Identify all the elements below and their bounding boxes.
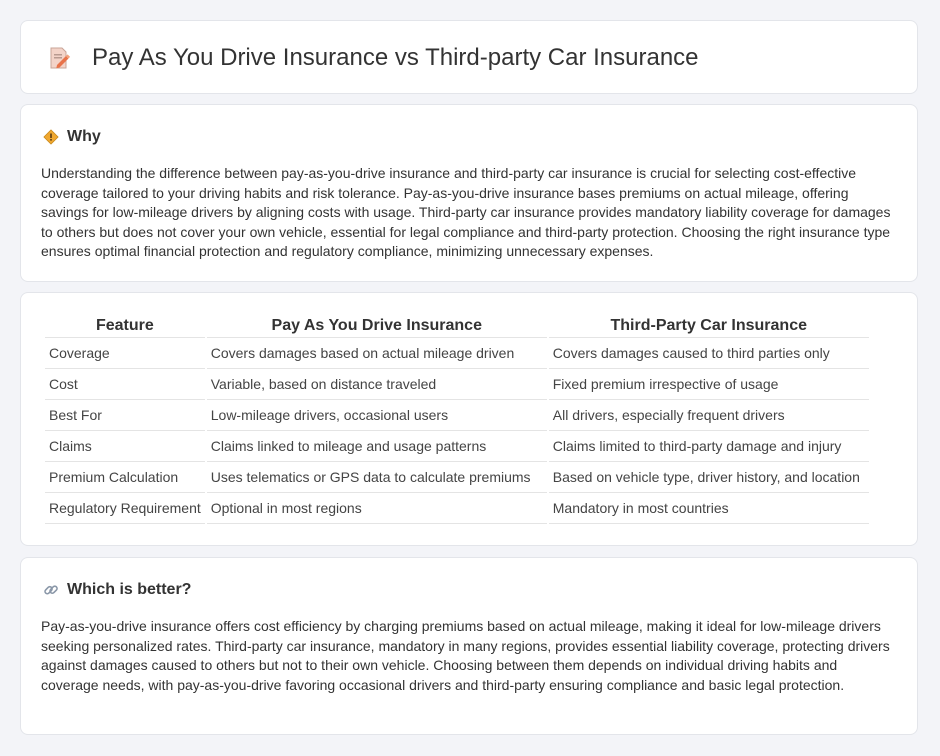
table-row	[45, 462, 869, 493]
table-cell: Covers damages based on actual mileage driven	[207, 338, 547, 369]
table-cell: Regulatory Requirement	[45, 493, 205, 524]
page-title: Pay As You Drive Insurance vs Third-party Car Insurance	[92, 44, 699, 71]
table-header-row	[45, 315, 869, 338]
why-text: Understanding the difference between pay-as-you-drive insurance and third-party car insurance is crucial for selecting cost-effective coverage tailored to your driving habits and risk tolerance. Pay-as-you-drive insurance bases premiums on actual mileage, offering savings for low-mileage drivers by aligning costs with usage. Third-party car insurance provides mandatory liability coverage for damages to others but does not cover your own vehicle, essential for legal compliance and third-party protection. Choosing the right insurance type ensures optimal financial protection and regulatory compliance, minimizing unnecessary expenses.	[41, 165, 891, 260]
table-cell: Claims linked to mileage and usage patterns	[207, 431, 547, 462]
better-heading-row	[43, 580, 191, 600]
table-cell: Best For	[45, 400, 205, 431]
why-heading-row	[43, 127, 101, 147]
why-heading: Why	[67, 128, 101, 145]
table-cell: Coverage	[45, 338, 205, 369]
table-row	[45, 369, 869, 400]
table-row	[45, 431, 869, 462]
table-cell: Fixed premium irrespective of usage	[549, 369, 869, 400]
column-header: Feature	[45, 315, 205, 338]
table-cell: Low-mileage drivers, occasional users	[207, 400, 547, 431]
table-cell: Uses telematics or GPS data to calculate premiums	[207, 462, 547, 493]
title-card	[20, 20, 918, 94]
table-cell: Based on vehicle type, driver history, and location	[549, 462, 869, 493]
warning-sign-icon	[43, 129, 59, 145]
table-cell: Cost	[45, 369, 205, 400]
table-cell: Variable, based on distance traveled	[207, 369, 547, 400]
column-header: Third-Party Car Insurance	[549, 315, 869, 338]
table-cell: Premium Calculation	[45, 462, 205, 493]
better-text: Pay-as-you-drive insurance offers cost efficiency by charging premiums based on actual mileage, making it ideal for low-mileage drivers seeking personalized rates. Third-party car insurance, mandatory in many regions, provides essential liability coverage, protecting drivers against damages caused to others but not to their own vehicle. Choosing between them depends on individual driving habits and coverage needs, with pay-as-you-drive favoring occasional drivers and third-party ensuring compliance and basic legal protection.	[41, 618, 890, 693]
better-heading: Which is better?	[67, 581, 192, 598]
table-cell: All drivers, especially frequent drivers	[549, 400, 869, 431]
table-cell: Covers damages caused to third parties only	[549, 338, 869, 369]
table-cell: Mandatory in most countries	[549, 493, 869, 524]
comparison-table-card	[20, 292, 918, 546]
which-is-better-section	[20, 557, 918, 735]
table-row	[45, 400, 869, 431]
table-cell: Claims limited to third-party damage and injury	[549, 431, 869, 462]
comparison-table	[43, 315, 871, 524]
why-section	[20, 104, 918, 282]
column-header: Pay As You Drive Insurance	[207, 315, 547, 338]
document-edit-icon	[47, 46, 71, 70]
table-row	[45, 338, 869, 369]
table-cell: Optional in most regions	[207, 493, 547, 524]
table-row	[45, 493, 869, 524]
link-icon	[43, 582, 59, 598]
table-cell: Claims	[45, 431, 205, 462]
